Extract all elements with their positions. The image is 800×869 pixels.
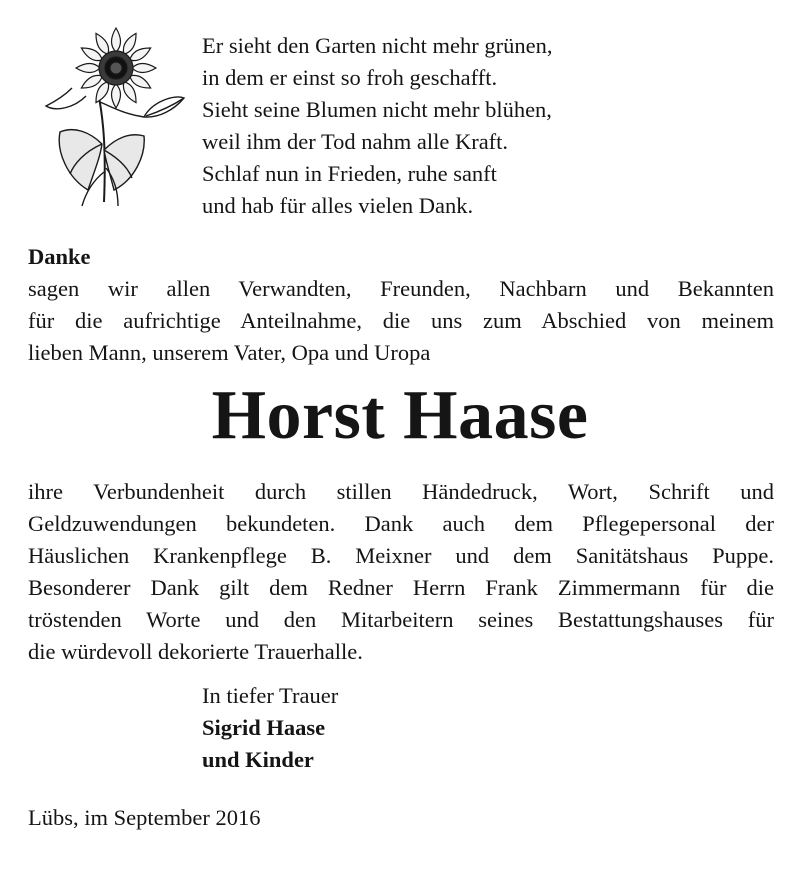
sunflower-icon bbox=[34, 22, 200, 214]
poem-line: Er sieht den Garten nicht mehr grünen, bbox=[202, 33, 553, 58]
body-last bbox=[28, 636, 774, 668]
intro-paragraph bbox=[28, 273, 774, 337]
place-date: Lübs, im September 2016 bbox=[28, 805, 261, 830]
body-line: Geldzuwendungen bekundeten. Dank auch dem Pflegepersonal der bbox=[28, 511, 774, 536]
poem-line: und hab für alles vielen Dank. bbox=[202, 193, 474, 218]
intro-last bbox=[28, 337, 774, 369]
poem bbox=[202, 30, 553, 222]
poem-line: in dem er einst so froh geschafft. bbox=[202, 65, 498, 90]
intro-line: lieben Mann, unserem Vater, Opa und Uropa bbox=[28, 340, 431, 365]
mourning-text: In tiefer Trauer bbox=[202, 683, 339, 708]
body-line: die würdevoll dekorierte Trauerhalle. bbox=[28, 639, 363, 664]
intro-line: sagen wir allen Verwandten, Freunden, Nachbarn und Bekannten bbox=[28, 276, 774, 301]
poem-line: Schlaf nun in Frieden, ruhe sanft bbox=[202, 161, 497, 186]
signer-name: Sigrid Haase bbox=[202, 715, 326, 740]
body-line: ihre Verbundenheit durch stillen Händedruck, Wort, Schrift und bbox=[28, 479, 774, 504]
poem-line: weil ihm der Tod nahm alle Kraft. bbox=[202, 129, 509, 154]
signature-block bbox=[202, 680, 338, 776]
signer-family: und Kinder bbox=[202, 747, 314, 772]
thanks-heading: Danke bbox=[28, 244, 91, 269]
intro-line: für die aufrichtige Anteilnahme, die uns zum Abschied von meinem bbox=[28, 308, 774, 333]
body-line: Häuslichen Krankenpflege B. Meixner und dem Sanitätshaus Puppe. bbox=[28, 543, 774, 568]
deceased-name: Horst Haase bbox=[211, 377, 589, 454]
body-line: Besonderer Dank gilt dem Redner Herrn Frank Zimmermann für die bbox=[28, 575, 774, 600]
body-line: tröstenden Worte und den Mitarbeitern seines Bestattungshauses für bbox=[28, 607, 774, 632]
poem-line: Sieht seine Blumen nicht mehr blühen, bbox=[202, 97, 552, 122]
body-paragraph bbox=[28, 476, 774, 636]
